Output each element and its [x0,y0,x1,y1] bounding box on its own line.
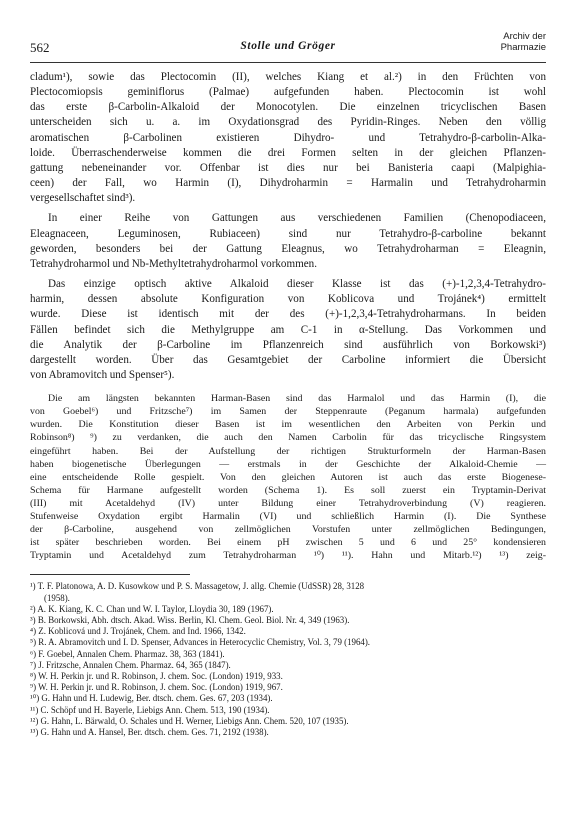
footnote: ¹⁰) G. Hahn und H. Ludewig, Ber. dtsch. chem. Ges. 67, 203 (1934). [30,693,273,704]
text-line: Tryptamin und Acetaldehyd zum Tetrahydroharman ¹⁰) ¹¹). Hahn und Mitarb.¹²) ¹³) zeig- [30,550,546,562]
text-line: das erste β-Carbolin-Alkaloid der Monocotylen. Die einzelnen tricyclischen Basen [30,101,546,114]
text-line: von Abramovitch und Spenser⁵). [30,368,175,381]
page-body [30,70,546,738]
text-line: In einer Reihe von Gattungen aus verschiedenen Familien (Chenopodiaceen, [48,212,546,225]
text-line: der β-Carboline, ausgehend von zellmöglichen Vorstufen unter zellmöglichen Bedingungen, [30,524,546,536]
footnote: ⁷) J. Fritzsche, Annalen Chem. Pharmaz. 64, 365 (1847). [30,659,231,670]
text-line: wurden. Die Konstitution dieser Basen ist im wesentlichen den Arbeiten von Perkin und [30,419,546,431]
text-line: geworden, besonders bei der Gattung Eleagnus, wo Tetrahydroharman = Eleagnin, [30,242,546,255]
text-line: ceen) der Fall, wo Harmin (I), Dihydroharmin = Harmalin und Tetrahydroharmin [30,177,546,190]
footnote: ²) A. K. Kiang, K. C. Chan und W. I. Taylor, Lloydia 30, 189 (1967). [30,603,274,614]
text-line: dargestellt worden. Über das Gesamtgebiet der Carboline informiert die Übersicht [30,353,546,366]
text-line: (III) mit Acetaldehyd (IV) unter Bildung einer Tetrahydroverbindung (V) reagieren. [30,497,546,509]
text-line: vergesellschaftet sind³). [30,192,136,205]
footnote: ¹) T. F. Platonowa, A. D. Kusowkow und P. S. Massagetow, J. allg. Chemie (UdSSR) 28, 3128 [30,581,365,592]
text-line: gattung nebeneinander vor. Offenbar ist dies nur bei Banisteria caapi (Malpighia- [30,161,546,174]
text-line: loide. Überraschenderweise kommen die drei Formen selten in der gleichen Pflanzen- [30,146,546,159]
text-line: Stufenweise Oxydation ergibt Harmalin (VI) und schließlich Harmin (I). Die Synthese [30,510,546,522]
paragraph-2 [30,211,546,272]
footnote: ⁸) W. H. Perkin jr. und R. Robinson, J. chem. Soc. (London) 1919, 933. [30,670,283,681]
text-line: Fällen befindet sich die Methylgruppe am C-1 in α-Stellung. Das Vorkommen und [30,323,546,336]
paragraph-small-print [30,392,546,562]
journal-name-line1: Archiv der [503,31,546,42]
text-line: wurde. Diese ist identisch mit der des (+)-1,2,3,4-Tetrahydroharmans. In beiden [30,308,546,321]
paragraph-1 [30,70,546,206]
footnote-separator [30,574,190,575]
text-line: eine entscheidende Rolle gespielt. Von den gleichen Autoren ist auch das erste Biogenese- [30,471,546,483]
footnote: ³) B. Borkowski, Abh. dtsch. Akad. Wiss. Berlin, Kl. Chem. Geol. Biol. Nr. 4, 349 (1963). [30,614,350,625]
running-head: Stolle und Gröger [240,40,336,52]
text-line: Eleagnaceen, Leguminosen, Rubiaceen) sind nur Tetrahydro-β-carboline bekannt [30,227,546,240]
footnote: ⁹) W. H. Perkin jr. und R. Robinson, J. chem. Soc. (London) 1919, 967. [30,682,283,693]
page-number: 562 [30,40,50,55]
text-line: Tetrahydroharmol und Nb-Methyltetrahydroharmol vorkommen. [30,257,317,270]
text-line: die Analytik der β-Carboline im Pflanzenreich sind ausführlich von Borkowski³) [30,338,546,351]
journal-name-line2: Pharmazie [500,42,546,53]
text-line: Plectocomiopsis geminiflorus (Palmae) aufgefunden haben. Plectocomin ist wohl [30,86,546,99]
text-line: ist später beschrieben worden. Bei einem pH zwischen 5 und 6 und 25° kondensieren [30,537,546,549]
footnote: ⁶) F. Goebel, Annalen Chem. Pharmaz. 38, 363 (1841). [30,648,225,659]
text-line: cladum¹), sowie das Plectocomin (II), welches Kiang et al.²) in den Früchten von [30,71,546,83]
journal-name [501,31,546,53]
footnote-continuation: (1958). [44,592,70,603]
footnote: ¹³) G. Hahn und A. Hansel, Ber. dtsch. chem. Ges. 71, 2192 (1938). [30,726,269,737]
footnote: ¹²) G. Hahn, L. Bärwald, O. Schales und H. Werner, Liebigs Ann. Chem. 520, 107 (1935). [30,715,349,726]
header-rule [30,62,546,63]
text-line: unterscheiden sich u. a. im Oxydationsgrad des Pyridin-Ringes. Neben den völlig [30,116,546,129]
footnote: ⁴) Z. Koblicová und J. Trojánek, Chem. and Ind. 1966, 1342. [30,626,246,637]
text-line: eingeführt haben. Bei der Aufstellung der richtigen Strukturformeln der Harman-Basen [30,445,546,457]
footnote: ¹¹) C. Schöpf und H. Bayerle, Liebigs Ann. Chem. 513, 190 (1934). [30,704,270,715]
text-line: Das einzige optisch aktive Alkaloid dieser Klasse ist das (+)-1,2,3,4-Tetrahydro- [48,278,546,291]
text-line: harmin, dessen absolute Konfiguration von Koblicova und Trojánek⁴) ermittelt [30,293,546,306]
footnotes [30,581,546,738]
footnote: ⁵) R. A. Abramovitch und I. D. Spenser, Advances in Heterocyclic Chemistry, Vol. 3, 79 (1964). [30,637,371,648]
page-header [30,30,546,60]
text-line: von Goebel⁶) und Fritzsche⁷) im Samen der Steppenraute (Peganum harmala) aufgefunden [30,406,546,418]
paragraph-3 [30,277,546,383]
text-line: Schema für Harmane aufgestellt worden (Schema 1). Es soll zuerst ein Tryptamin-Derivat [30,484,546,496]
text-line: haben biogenetische Überlegungen — erstmals in der Geschichte der Alkaloid-Chemie — [30,458,546,470]
text-line: Robinson⁸) ⁹) zu verdanken, die auch den Namen Carbolin für das tricyclische Ringsystem [30,432,546,444]
text-line: aromatischen β-Carbolinen existieren Dihydro- und Tetrahydro-β-carbolin-Alka- [30,131,546,144]
text-line: Die am längsten bekannten Harman-Basen sind das Harmalol und das Harmin (I), die [48,393,546,405]
